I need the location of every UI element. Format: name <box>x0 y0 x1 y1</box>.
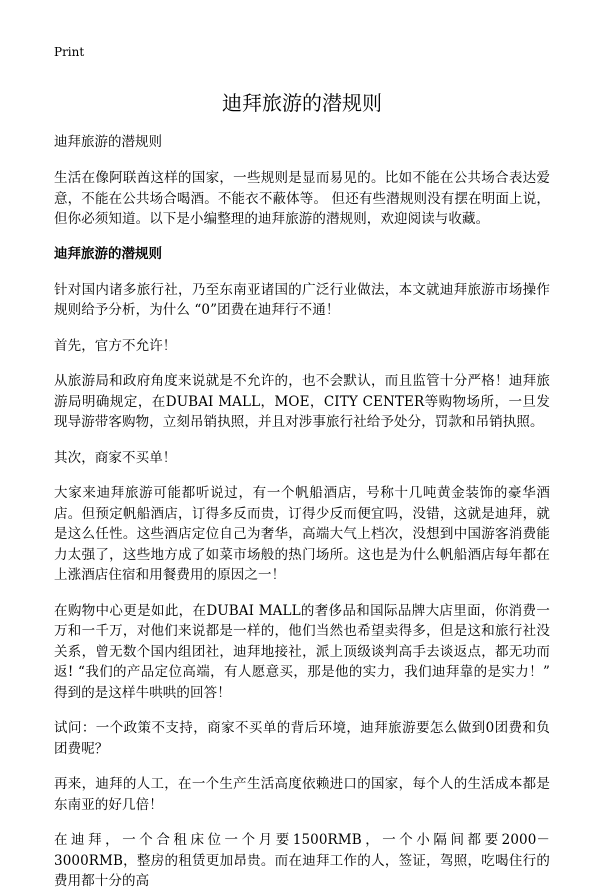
body-paragraph: 从旅游局和政府角度来说就是不允许的，也不会默认，而且监管十分严格！迪拜旅游局明确规定，在DUBAI MALL，MOE，CITY CENTER等购物场所，一旦发现导游带客购物，立刻吊销执照，并且对涉事旅行社给予处分，罚款和吊销执照。 <box>54 373 550 430</box>
body-paragraph: 再来，迪拜的人工，在一个生产生活高度依赖进口的国家，每个人的生活成本都是东南亚的好几倍！ <box>54 776 550 813</box>
body-paragraph: 首先，官方不允许！ <box>54 337 177 354</box>
intro-paragraph: 生活在像阿联酋这样的国家，一些规则是显而易见的。比如不能在公共场合表达爱意，不能在公共场合喝酒。不能衣不蔽体等。 但还有些潜规则没有摆在明面上说，但你必须知道。以下是小编整理的迪拜旅游的潜规则，欢迎阅读与收藏。 <box>54 170 550 227</box>
page-title: 迪拜旅游的潜规则 <box>222 91 382 115</box>
section-heading: 迪拜旅游的潜规则 <box>54 245 162 262</box>
print-link[interactable]: Print <box>54 45 85 59</box>
subtitle: 迪拜旅游的潜规则 <box>54 134 162 150</box>
body-paragraph: 针对国内诸多旅行社，乃至东南亚诸国的广泛行业做法，本文就迪拜旅游市场操作规则给予分析，为什么 “0”团费在迪拜行不通！ <box>54 281 550 318</box>
body-paragraph: 在购物中心更是如此，在DUBAI MALL的奢侈品和国际品牌大店里面，你消费一万和一千万，对他们来说都是一样的，他们当然也希望卖得多，但是这和旅行社没关系，曾无数个国内组团社，迪拜地接社，派上顶级谈判高手去谈返点，都无功而返! “我们的产品定位高端，有人愿意买，那是他的实力，我们迪拜靠的是实力！” 得到的是这样牛哄哄的回答！ <box>54 602 550 701</box>
body-paragraph: 其次，商家不买单！ <box>54 449 177 466</box>
body-paragraph: 大家来迪拜旅游可能都听说过，有一个帆船酒店，号称十几吨黄金装饰的豪华酒店。但预定帆船酒店，订得多反而贵，订得少反而便宜吗，没错，这就是迪拜，就是这么任性。这些酒店定位自己为奢华，高端大气上档次，没想到中国游客消费能力太强了，这些地方成了如菜市场般的热门场所。这也是为什么帆船酒店每年都在上涨酒店住宿和用餐费用的原因之一！ <box>54 485 550 583</box>
document-page <box>54 44 550 892</box>
body-paragraph: 试问：一个政策不支持，商家不买单的背后环境，迪拜旅游要怎么做到0团费和负团费呢？ <box>54 720 550 757</box>
body-paragraph: 在迪拜，一个合租床位一个月要1500RMB，一个小隔间都要2000－3000RMB，整房的租赁更加昂贵。而在迪拜工作的人，签证，驾照，吃喝住行的费用都十分的高 <box>54 832 550 889</box>
